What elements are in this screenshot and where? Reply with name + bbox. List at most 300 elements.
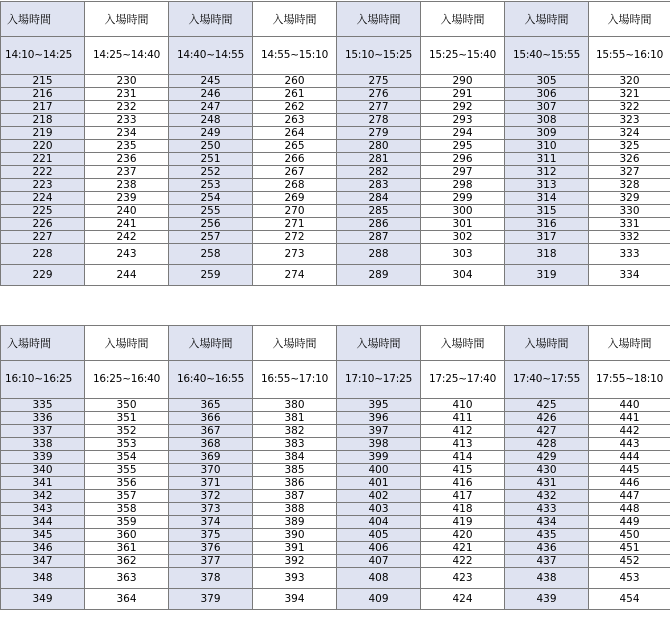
ticket-number-cell: 431: [505, 477, 589, 490]
time-slot-cell: 15:55~16:10: [589, 37, 670, 75]
ticket-number-cell: 238: [85, 179, 169, 192]
ticket-number-cell: 275: [337, 75, 421, 88]
table-row: [1, 127, 670, 140]
ticket-number-cell: 452: [589, 555, 670, 568]
ticket-number-cell: 392: [253, 555, 337, 568]
time-slot-cell: 14:10~14:25: [1, 37, 85, 75]
ticket-number-cell: 375: [169, 529, 253, 542]
ticket-number-cell: 236: [85, 153, 169, 166]
ticket-number-cell: 379: [169, 589, 253, 610]
table-row: [1, 231, 670, 244]
ticket-number-cell: 423: [421, 568, 505, 589]
ticket-number-cell: 247: [169, 101, 253, 114]
entry-time-header: 入場時間: [421, 326, 505, 361]
ticket-number-cell: 243: [85, 244, 169, 265]
ticket-number-cell: 444: [589, 451, 670, 464]
ticket-number-cell: 242: [85, 231, 169, 244]
table-row: [1, 205, 670, 218]
ticket-number-cell: 219: [1, 127, 85, 140]
time-slot-cell: 14:40~14:55: [169, 37, 253, 75]
ticket-number-cell: 359: [85, 516, 169, 529]
table-row: [1, 140, 670, 153]
ticket-number-cell: 328: [589, 179, 670, 192]
ticket-number-cell: 270: [253, 205, 337, 218]
ticket-number-cell: 335: [1, 399, 85, 412]
ticket-number-cell: 374: [169, 516, 253, 529]
ticket-number-cell: 321: [589, 88, 670, 101]
ticket-number-cell: 317: [505, 231, 589, 244]
table-row: [1, 114, 670, 127]
entry-time-table-2: [0, 325, 670, 610]
ticket-number-cell: 355: [85, 464, 169, 477]
ticket-number-cell: 396: [337, 412, 421, 425]
ticket-number-cell: 412: [421, 425, 505, 438]
ticket-number-cell: 274: [253, 265, 337, 286]
ticket-number-cell: 228: [1, 244, 85, 265]
ticket-number-cell: 273: [253, 244, 337, 265]
ticket-number-cell: 297: [421, 166, 505, 179]
ticket-number-cell: 292: [421, 101, 505, 114]
ticket-number-cell: 421: [421, 542, 505, 555]
ticket-number-cell: 372: [169, 490, 253, 503]
ticket-number-cell: 339: [1, 451, 85, 464]
time-slot-cell: 15:10~15:25: [337, 37, 421, 75]
ticket-number-cell: 309: [505, 127, 589, 140]
ticket-number-cell: 223: [1, 179, 85, 192]
table-row: [1, 589, 670, 610]
ticket-number-cell: 430: [505, 464, 589, 477]
ticket-number-cell: 337: [1, 425, 85, 438]
ticket-number-cell: 360: [85, 529, 169, 542]
ticket-number-cell: 276: [337, 88, 421, 101]
ticket-number-cell: 280: [337, 140, 421, 153]
ticket-number-cell: 255: [169, 205, 253, 218]
ticket-number-cell: 220: [1, 140, 85, 153]
ticket-number-cell: 315: [505, 205, 589, 218]
ticket-number-cell: 231: [85, 88, 169, 101]
ticket-number-cell: 268: [253, 179, 337, 192]
entry-time-header: 入場時間: [505, 2, 589, 37]
entry-time-table-1: [0, 1, 670, 286]
table-row: [1, 265, 670, 286]
ticket-number-cell: 387: [253, 490, 337, 503]
table-row: [1, 438, 670, 451]
ticket-number-cell: 233: [85, 114, 169, 127]
ticket-number-cell: 340: [1, 464, 85, 477]
ticket-number-cell: 439: [505, 589, 589, 610]
ticket-number-cell: 249: [169, 127, 253, 140]
ticket-number-cell: 230: [85, 75, 169, 88]
ticket-number-cell: 241: [85, 218, 169, 231]
entry-time-header: 入場時間: [169, 2, 253, 37]
ticket-number-cell: 384: [253, 451, 337, 464]
ticket-number-cell: 250: [169, 140, 253, 153]
ticket-number-cell: 381: [253, 412, 337, 425]
ticket-number-cell: 300: [421, 205, 505, 218]
time-slot-cell: 17:25~17:40: [421, 361, 505, 399]
time-slot-cell: 15:40~15:55: [505, 37, 589, 75]
ticket-number-cell: 364: [85, 589, 169, 610]
table-row: [1, 244, 670, 265]
table-row: [1, 166, 670, 179]
table-row: [1, 568, 670, 589]
table-row: [1, 555, 670, 568]
ticket-number-cell: 353: [85, 438, 169, 451]
ticket-number-cell: 266: [253, 153, 337, 166]
ticket-number-cell: 234: [85, 127, 169, 140]
ticket-number-cell: 438: [505, 568, 589, 589]
ticket-number-cell: 244: [85, 265, 169, 286]
table-row: [1, 399, 670, 412]
ticket-number-cell: 429: [505, 451, 589, 464]
table-row: [1, 101, 670, 114]
ticket-number-cell: 408: [337, 568, 421, 589]
ticket-number-cell: 336: [1, 412, 85, 425]
ticket-number-cell: 259: [169, 265, 253, 286]
ticket-number-cell: 302: [421, 231, 505, 244]
ticket-number-cell: 417: [421, 490, 505, 503]
ticket-number-cell: 318: [505, 244, 589, 265]
ticket-number-cell: 326: [589, 153, 670, 166]
ticket-number-cell: 232: [85, 101, 169, 114]
ticket-number-cell: 432: [505, 490, 589, 503]
ticket-number-cell: 349: [1, 589, 85, 610]
ticket-number-cell: 362: [85, 555, 169, 568]
entry-time-header: 入場時間: [421, 2, 505, 37]
ticket-number-cell: 343: [1, 503, 85, 516]
time-slot-cell: 17:40~17:55: [505, 361, 589, 399]
ticket-number-cell: 376: [169, 542, 253, 555]
ticket-number-cell: 401: [337, 477, 421, 490]
ticket-number-cell: 290: [421, 75, 505, 88]
ticket-number-cell: 367: [169, 425, 253, 438]
ticket-number-cell: 235: [85, 140, 169, 153]
ticket-number-cell: 437: [505, 555, 589, 568]
ticket-number-cell: 357: [85, 490, 169, 503]
ticket-number-cell: 246: [169, 88, 253, 101]
ticket-number-cell: 425: [505, 399, 589, 412]
ticket-number-cell: 427: [505, 425, 589, 438]
ticket-number-cell: 380: [253, 399, 337, 412]
ticket-number-cell: 442: [589, 425, 670, 438]
ticket-number-cell: 395: [337, 399, 421, 412]
ticket-number-cell: 434: [505, 516, 589, 529]
ticket-number-cell: 410: [421, 399, 505, 412]
ticket-number-cell: 350: [85, 399, 169, 412]
ticket-number-cell: 258: [169, 244, 253, 265]
ticket-number-cell: 422: [421, 555, 505, 568]
ticket-number-cell: 215: [1, 75, 85, 88]
ticket-number-cell: 390: [253, 529, 337, 542]
ticket-number-cell: 293: [421, 114, 505, 127]
table-row: [1, 425, 670, 438]
time-slot-cell: 16:10~16:25: [1, 361, 85, 399]
ticket-number-cell: 289: [337, 265, 421, 286]
ticket-number-cell: 262: [253, 101, 337, 114]
ticket-number-cell: 447: [589, 490, 670, 503]
ticket-number-cell: 441: [589, 412, 670, 425]
entry-time-header: 入場時間: [337, 326, 421, 361]
ticket-number-cell: 283: [337, 179, 421, 192]
ticket-number-cell: 354: [85, 451, 169, 464]
ticket-number-cell: 239: [85, 192, 169, 205]
ticket-number-cell: 271: [253, 218, 337, 231]
ticket-number-cell: 294: [421, 127, 505, 140]
ticket-number-cell: 253: [169, 179, 253, 192]
ticket-number-cell: 257: [169, 231, 253, 244]
ticket-number-cell: 346: [1, 542, 85, 555]
ticket-number-cell: 389: [253, 516, 337, 529]
ticket-number-cell: 424: [421, 589, 505, 610]
ticket-number-cell: 416: [421, 477, 505, 490]
table-row: [1, 153, 670, 166]
ticket-number-cell: 440: [589, 399, 670, 412]
entry-time-header: 入場時間: [1, 2, 85, 37]
ticket-number-cell: 414: [421, 451, 505, 464]
ticket-number-cell: 356: [85, 477, 169, 490]
ticket-number-cell: 448: [589, 503, 670, 516]
ticket-number-cell: 279: [337, 127, 421, 140]
table-row: [1, 412, 670, 425]
ticket-number-cell: 368: [169, 438, 253, 451]
ticket-number-cell: 445: [589, 464, 670, 477]
ticket-number-cell: 394: [253, 589, 337, 610]
ticket-number-cell: 446: [589, 477, 670, 490]
time-slot-cell: 17:10~17:25: [337, 361, 421, 399]
table-row: [1, 192, 670, 205]
ticket-number-cell: 347: [1, 555, 85, 568]
ticket-number-cell: 361: [85, 542, 169, 555]
ticket-number-cell: 352: [85, 425, 169, 438]
ticket-number-cell: 291: [421, 88, 505, 101]
time-slot-cell: 16:55~17:10: [253, 361, 337, 399]
ticket-number-cell: 333: [589, 244, 670, 265]
ticket-number-cell: 391: [253, 542, 337, 555]
ticket-number-cell: 240: [85, 205, 169, 218]
ticket-number-cell: 305: [505, 75, 589, 88]
entry-time-header: 入場時間: [589, 326, 670, 361]
ticket-number-cell: 284: [337, 192, 421, 205]
entry-time-header: 入場時間: [589, 2, 670, 37]
ticket-number-cell: 378: [169, 568, 253, 589]
ticket-number-cell: 454: [589, 589, 670, 610]
ticket-number-cell: 370: [169, 464, 253, 477]
ticket-number-cell: 435: [505, 529, 589, 542]
ticket-number-cell: 312: [505, 166, 589, 179]
ticket-number-cell: 415: [421, 464, 505, 477]
entry-time-header: 入場時間: [169, 326, 253, 361]
ticket-number-cell: 287: [337, 231, 421, 244]
ticket-number-cell: 332: [589, 231, 670, 244]
time-slot-cell: 14:55~15:10: [253, 37, 337, 75]
ticket-number-cell: 314: [505, 192, 589, 205]
ticket-number-cell: 402: [337, 490, 421, 503]
ticket-number-cell: 382: [253, 425, 337, 438]
ticket-number-cell: 227: [1, 231, 85, 244]
ticket-number-cell: 398: [337, 438, 421, 451]
ticket-number-cell: 449: [589, 516, 670, 529]
ticket-number-cell: 304: [421, 265, 505, 286]
ticket-number-cell: 296: [421, 153, 505, 166]
ticket-number-cell: 282: [337, 166, 421, 179]
ticket-number-cell: 323: [589, 114, 670, 127]
ticket-number-cell: 443: [589, 438, 670, 451]
ticket-number-cell: 358: [85, 503, 169, 516]
ticket-number-cell: 369: [169, 451, 253, 464]
table-row: [1, 529, 670, 542]
entry-time-header: 入場時間: [253, 2, 337, 37]
table-row: [1, 477, 670, 490]
ticket-number-cell: 338: [1, 438, 85, 451]
ticket-number-cell: 221: [1, 153, 85, 166]
time-slot-cell: 16:40~16:55: [169, 361, 253, 399]
ticket-number-cell: 316: [505, 218, 589, 231]
ticket-number-cell: 218: [1, 114, 85, 127]
ticket-number-cell: 420: [421, 529, 505, 542]
time-slot-cell: 17:55~18:10: [589, 361, 670, 399]
ticket-number-cell: 403: [337, 503, 421, 516]
ticket-number-cell: 285: [337, 205, 421, 218]
ticket-number-cell: 428: [505, 438, 589, 451]
ticket-number-cell: 377: [169, 555, 253, 568]
ticket-number-cell: 409: [337, 589, 421, 610]
table-row: [1, 179, 670, 192]
entry-time-header: 入場時間: [85, 326, 169, 361]
entry-time-header: 入場時間: [85, 2, 169, 37]
ticket-number-cell: 351: [85, 412, 169, 425]
ticket-number-cell: 451: [589, 542, 670, 555]
ticket-number-cell: 319: [505, 265, 589, 286]
ticket-number-cell: 450: [589, 529, 670, 542]
ticket-number-cell: 263: [253, 114, 337, 127]
ticket-number-cell: 254: [169, 192, 253, 205]
ticket-number-cell: 272: [253, 231, 337, 244]
ticket-number-cell: 320: [589, 75, 670, 88]
ticket-number-cell: 453: [589, 568, 670, 589]
time-slot-cell: 14:25~14:40: [85, 37, 169, 75]
ticket-number-cell: 301: [421, 218, 505, 231]
table-row: [1, 490, 670, 503]
ticket-number-cell: 407: [337, 555, 421, 568]
ticket-number-cell: 252: [169, 166, 253, 179]
ticket-number-cell: 371: [169, 477, 253, 490]
ticket-number-cell: 307: [505, 101, 589, 114]
ticket-number-cell: 224: [1, 192, 85, 205]
ticket-number-cell: 436: [505, 542, 589, 555]
ticket-number-cell: 226: [1, 218, 85, 231]
ticket-number-cell: 426: [505, 412, 589, 425]
ticket-number-cell: 433: [505, 503, 589, 516]
ticket-number-cell: 419: [421, 516, 505, 529]
ticket-number-cell: 264: [253, 127, 337, 140]
table-row: [1, 516, 670, 529]
ticket-number-cell: 325: [589, 140, 670, 153]
ticket-number-cell: 277: [337, 101, 421, 114]
table-row: [1, 88, 670, 101]
table-row: [1, 451, 670, 464]
ticket-number-cell: 248: [169, 114, 253, 127]
ticket-number-cell: 267: [253, 166, 337, 179]
ticket-number-cell: 345: [1, 529, 85, 542]
ticket-number-cell: 261: [253, 88, 337, 101]
ticket-number-cell: 299: [421, 192, 505, 205]
ticket-number-cell: 393: [253, 568, 337, 589]
ticket-number-cell: 322: [589, 101, 670, 114]
ticket-number-cell: 225: [1, 205, 85, 218]
ticket-number-cell: 348: [1, 568, 85, 589]
ticket-number-cell: 331: [589, 218, 670, 231]
ticket-number-cell: 260: [253, 75, 337, 88]
ticket-number-cell: 341: [1, 477, 85, 490]
ticket-number-cell: 329: [589, 192, 670, 205]
ticket-number-cell: 251: [169, 153, 253, 166]
ticket-number-cell: 334: [589, 265, 670, 286]
table-row: [1, 75, 670, 88]
ticket-number-cell: 324: [589, 127, 670, 140]
ticket-number-cell: 310: [505, 140, 589, 153]
ticket-number-cell: 286: [337, 218, 421, 231]
ticket-number-cell: 327: [589, 166, 670, 179]
entry-time-header: 入場時間: [253, 326, 337, 361]
ticket-number-cell: 330: [589, 205, 670, 218]
ticket-number-cell: 216: [1, 88, 85, 101]
ticket-number-cell: 413: [421, 438, 505, 451]
ticket-number-cell: 222: [1, 166, 85, 179]
ticket-number-cell: 366: [169, 412, 253, 425]
ticket-number-cell: 217: [1, 101, 85, 114]
ticket-number-cell: 373: [169, 503, 253, 516]
time-slot-cell: 16:25~16:40: [85, 361, 169, 399]
ticket-number-cell: 404: [337, 516, 421, 529]
ticket-number-cell: 385: [253, 464, 337, 477]
ticket-number-cell: 383: [253, 438, 337, 451]
table-row: [1, 503, 670, 516]
entry-time-header: 入場時間: [1, 326, 85, 361]
table-row: [1, 464, 670, 477]
ticket-number-cell: 298: [421, 179, 505, 192]
ticket-number-cell: 365: [169, 399, 253, 412]
ticket-number-cell: 269: [253, 192, 337, 205]
ticket-number-cell: 265: [253, 140, 337, 153]
time-slot-cell: 15:25~15:40: [421, 37, 505, 75]
table-row: [1, 542, 670, 555]
ticket-number-cell: 308: [505, 114, 589, 127]
ticket-number-cell: 405: [337, 529, 421, 542]
ticket-number-cell: 344: [1, 516, 85, 529]
ticket-number-cell: 278: [337, 114, 421, 127]
ticket-number-cell: 388: [253, 503, 337, 516]
ticket-number-cell: 406: [337, 542, 421, 555]
ticket-number-cell: 400: [337, 464, 421, 477]
ticket-number-cell: 311: [505, 153, 589, 166]
ticket-number-cell: 295: [421, 140, 505, 153]
ticket-number-cell: 418: [421, 503, 505, 516]
entry-time-header: 入場時間: [337, 2, 421, 37]
entry-time-header: 入場時間: [505, 326, 589, 361]
ticket-number-cell: 399: [337, 451, 421, 464]
ticket-number-cell: 303: [421, 244, 505, 265]
ticket-number-cell: 386: [253, 477, 337, 490]
ticket-number-cell: 397: [337, 425, 421, 438]
ticket-number-cell: 256: [169, 218, 253, 231]
ticket-number-cell: 342: [1, 490, 85, 503]
ticket-number-cell: 288: [337, 244, 421, 265]
ticket-number-cell: 281: [337, 153, 421, 166]
table-row: [1, 218, 670, 231]
ticket-number-cell: 363: [85, 568, 169, 589]
ticket-number-cell: 411: [421, 412, 505, 425]
ticket-number-cell: 229: [1, 265, 85, 286]
